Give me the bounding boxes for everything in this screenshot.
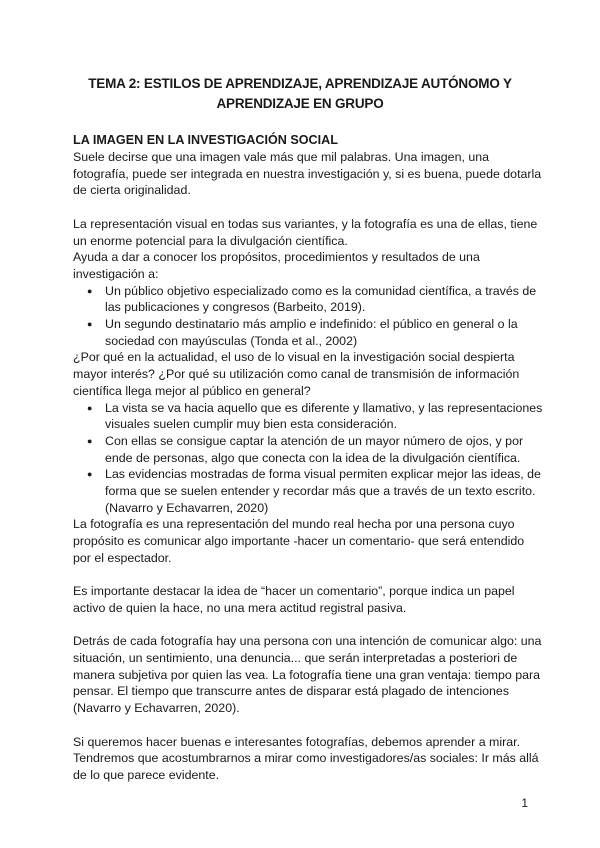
paragraph-gap (73, 567, 543, 584)
paragraph-2: La representación visual en todas sus variantes, y la fotografía es una de ellas, tiene un enorme potencial para la divulgación científica. (73, 216, 538, 248)
list-item: ● Un público objetivo especializado como es la comunidad científica, a través de las publicaciones y congresos (Barbeito, 2019). (105, 283, 543, 316)
list-item: ● Con ellas se consigue captar la atención de un mayor número de ojos, y por ende de personas, algo que conecta con la idea de la divulgación científica. (105, 433, 543, 466)
paragraph-3: Ayuda a dar a conocer los propósitos, procedimientos y resultados de una investigación a: (73, 250, 480, 281)
section-heading: LA IMAGEN EN LA INVESTIGACIÓN SOCIAL (73, 133, 338, 147)
paragraph-gap (73, 199, 543, 216)
paragraph-gap (73, 717, 543, 734)
paragraph-8: Si queremos hacer buenas e interesantes fotografías, debemos aprender a mirar. Tendremos que acostumbrarnos a mirar como investigadores/as sociales: Ir más allá de lo que parece evidente. (73, 734, 539, 782)
paragraph-4: ¿Por qué en la actualidad, el uso de lo visual en la investigación social despierta mayor interés? ¿Por qué su utilización como canal de transmisión de información científica llega mejor al público en general? (73, 350, 520, 398)
document-body (73, 132, 543, 784)
title-line-1: TEMA 2: ESTILOS DE APRENDIZAJE, APRENDIZAJE AUTÓNOMO Y (88, 76, 512, 91)
paragraph-5: La fotografía es una representación del mundo real hecha por una persona cuyo propósito es comunicar algo importante -hacer un comentario- que será entendido por el espectador. (73, 517, 525, 565)
page-title (60, 74, 540, 114)
paragraph-gap (73, 617, 543, 634)
reasons-list (73, 400, 543, 517)
list-item: ● La vista se va hacia aquello que es diferente y llamativo, y las representaciones visuales suelen cumplir muy bien esta consideración. (105, 400, 543, 433)
paragraph-1: Suele decirse que una imagen vale más que mil palabras. Una imagen, una fotografía, puede ser integrada en nuestra investigación y, si es buena, puede dotarla de cierta originalidad. (73, 150, 542, 198)
page-number: 1 (521, 796, 528, 810)
paragraph-7: Detrás de cada fotografía hay una persona con una intención de comunicar algo: una situación, un sentimiento, una denuncia... que serán interpretadas a posteriori de manera subjetiva por quien las vea. La fotografía tiene una gran ventaja: tiempo para pensar. El tiempo que transcurre antes de disparar está plagado de intenciones (Navarro y Echavarren, 2020). (73, 634, 542, 716)
title-line-2: APRENDIZAJE EN GRUPO (216, 96, 384, 111)
audience-list (73, 283, 543, 350)
list-item: ● Las evidencias mostradas de forma visual permiten explicar mejor las ideas, de forma que se suelen entender y recordar más que a través de un texto escrito. (Navarro y Echavarren, 2020) (105, 466, 543, 516)
paragraph-6: Es importante destacar la idea de “hacer un comentario”, porque indica un papel activo de quien la hace, no una mera actitud registral pasiva. (73, 584, 515, 615)
list-item: ● Un segundo destinatario más amplio e indefinido: el público en general o la sociedad con mayúsculas (Tonda et al., 2002) (105, 316, 543, 349)
